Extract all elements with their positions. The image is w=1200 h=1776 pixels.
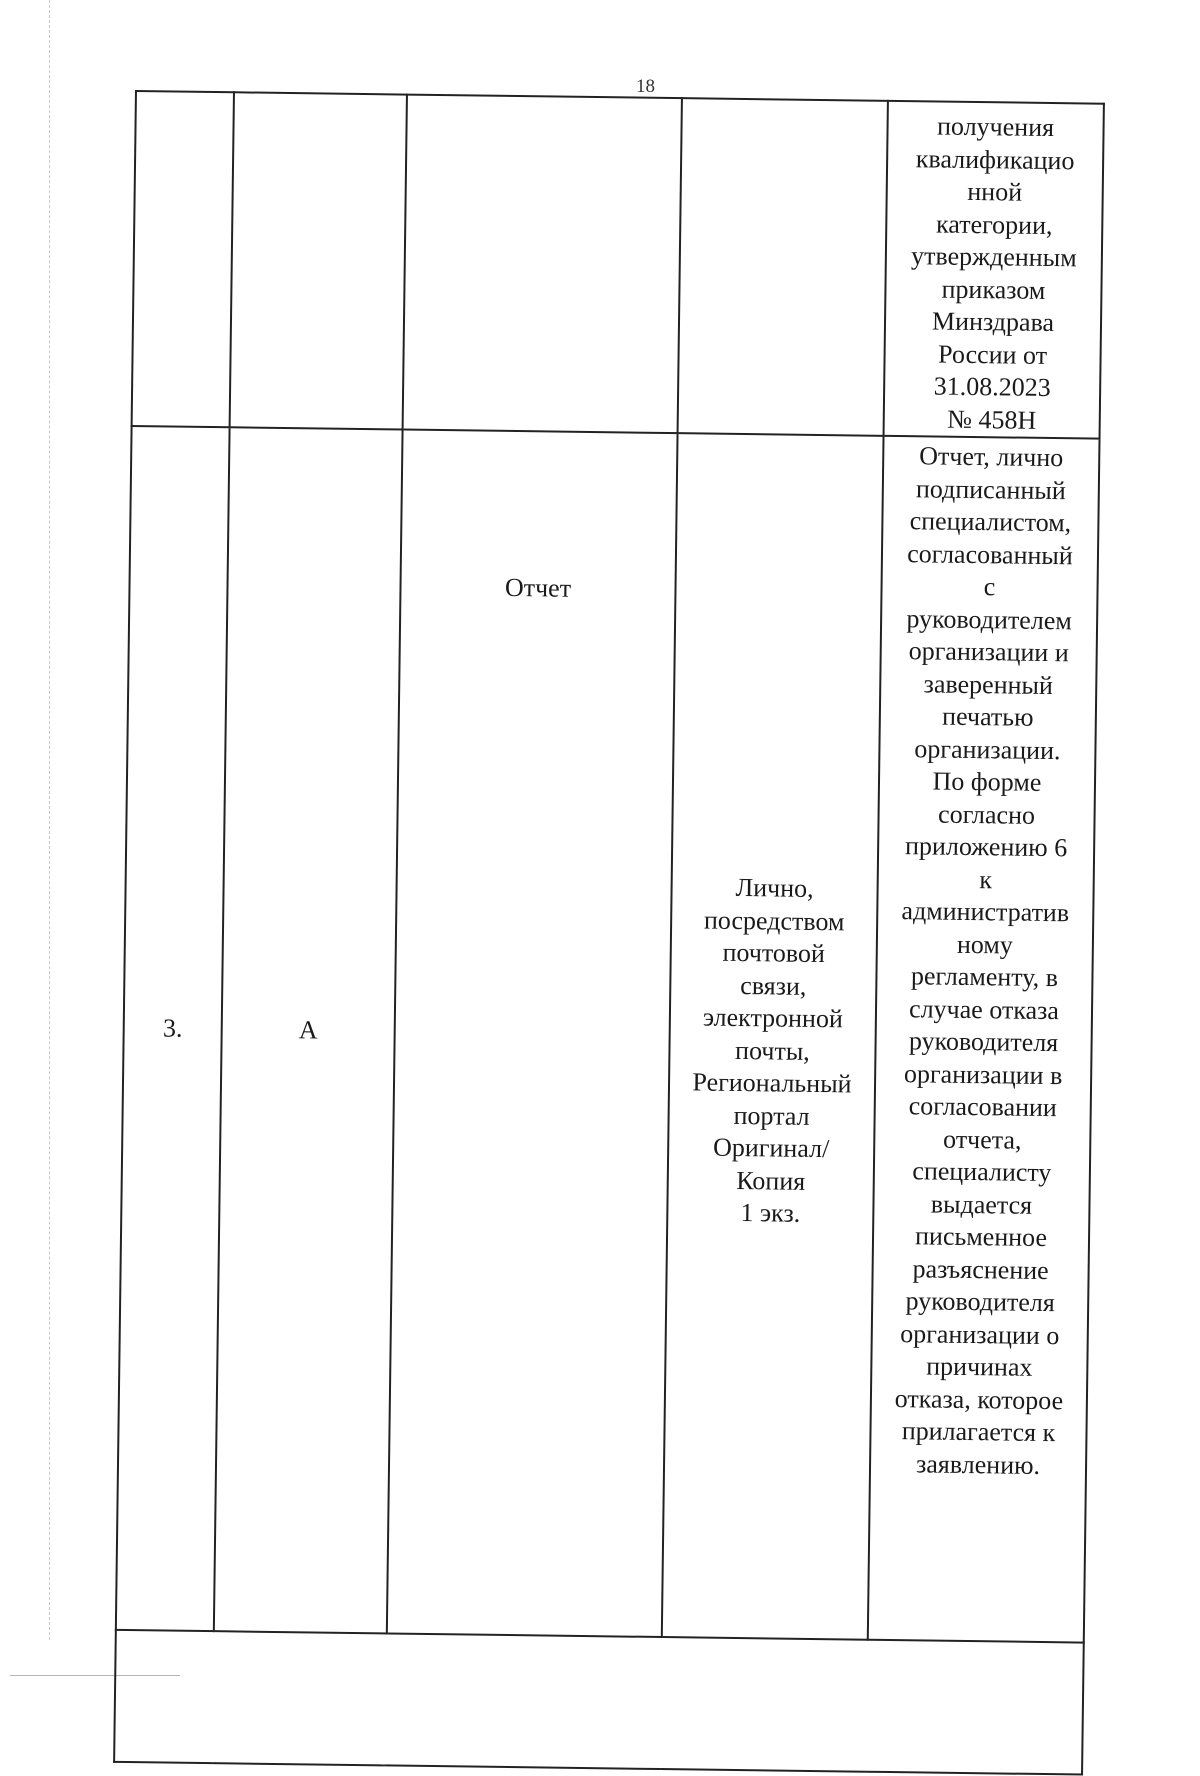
text-line: России от <box>937 339 1048 370</box>
text-line: подписанный <box>915 473 1066 505</box>
text-line: организации. <box>914 733 1061 765</box>
text-line: регламенту, в <box>910 961 1059 993</box>
text-line: руководителем <box>906 603 1073 635</box>
text-line: отчета, <box>942 1124 1022 1155</box>
text-line: административ <box>901 896 1070 928</box>
text-line: посредством <box>703 905 845 937</box>
table-row-continuation <box>132 91 1104 439</box>
text-line: ному <box>956 929 1014 960</box>
text-line: Отчет, лично <box>919 441 1064 473</box>
scanned-page <box>115 90 1103 1615</box>
text-line: причинах <box>926 1351 1033 1382</box>
scan-edge-line <box>49 0 50 1640</box>
text-line: утвержденным <box>910 241 1077 273</box>
text-line: руководителя <box>905 1286 1056 1318</box>
cell-category-empty <box>230 92 407 429</box>
text-line: согласовании <box>908 1091 1058 1123</box>
text-line: разъяснение <box>912 1253 1049 1285</box>
table-row-empty <box>114 1630 1084 1775</box>
text-line: 31.08.2023 <box>933 371 1051 403</box>
text-line: организации в <box>903 1058 1063 1090</box>
text-line: портал <box>733 1100 810 1131</box>
text-line: Лично, <box>735 873 814 904</box>
text-line: согласованный <box>907 538 1073 570</box>
cell-document-empty <box>403 95 682 434</box>
cell-requirements <box>868 436 1100 1643</box>
page-number: 18 <box>636 76 655 97</box>
table-row-3 <box>116 426 1100 1643</box>
cell-method-empty <box>678 98 888 436</box>
text-line: категории, <box>935 208 1053 240</box>
text-line: согласно <box>937 799 1036 830</box>
text-line: прилагается к <box>901 1416 1056 1448</box>
text-line: отказа, которое <box>894 1383 1064 1415</box>
text-line: специалистом, <box>909 506 1072 538</box>
text-line: приказом <box>941 274 1046 305</box>
text-line: электронной <box>702 1002 844 1034</box>
text-line: руководителя <box>908 1026 1059 1058</box>
text-line: Копия <box>736 1165 806 1196</box>
text-line: Оригинал/ <box>712 1132 830 1164</box>
text-line: заверенный <box>923 668 1054 700</box>
cell-row-number: 3. <box>116 426 230 1631</box>
text-line: По форме <box>932 766 1042 797</box>
cell-document-name: Отчет <box>387 430 678 1637</box>
text-line: организации и <box>908 636 1069 668</box>
text-line: почтовой <box>722 938 826 969</box>
text-line: к <box>979 864 993 894</box>
requirements-text <box>871 437 1099 1483</box>
text-line: выдается <box>930 1189 1033 1220</box>
text-line: квалификацио <box>915 143 1075 175</box>
cell-submission-method <box>662 433 884 1640</box>
text-line: 1 экз. <box>740 1198 801 1229</box>
text-line: приложению 6 <box>904 831 1068 863</box>
document-table <box>113 90 1105 1776</box>
text-line: специалисту <box>912 1156 1052 1188</box>
requirements-continuation-text <box>885 102 1103 438</box>
text-line: Минздрава <box>931 306 1055 338</box>
cell-requirements-continuation <box>884 101 1104 439</box>
text-line: нной <box>967 176 1023 207</box>
text-line: № 458Н <box>947 404 1037 435</box>
cell-number-empty <box>132 91 234 427</box>
text-line: случае отказа <box>908 993 1060 1025</box>
text-line: организации о <box>900 1318 1060 1350</box>
text-line: печатью <box>941 701 1034 732</box>
text-line: Региональный <box>692 1067 852 1099</box>
text-line: связи, <box>740 970 807 1001</box>
text-line: заявлению. <box>915 1448 1041 1480</box>
cell-empty-footer <box>114 1630 1084 1775</box>
cell-category: А <box>214 427 403 1633</box>
text-line: получения <box>936 111 1055 143</box>
submission-method-text <box>668 841 877 1231</box>
text-line: почты, <box>734 1035 810 1066</box>
text-line: с <box>983 572 996 602</box>
text-line: письменное <box>914 1221 1048 1253</box>
